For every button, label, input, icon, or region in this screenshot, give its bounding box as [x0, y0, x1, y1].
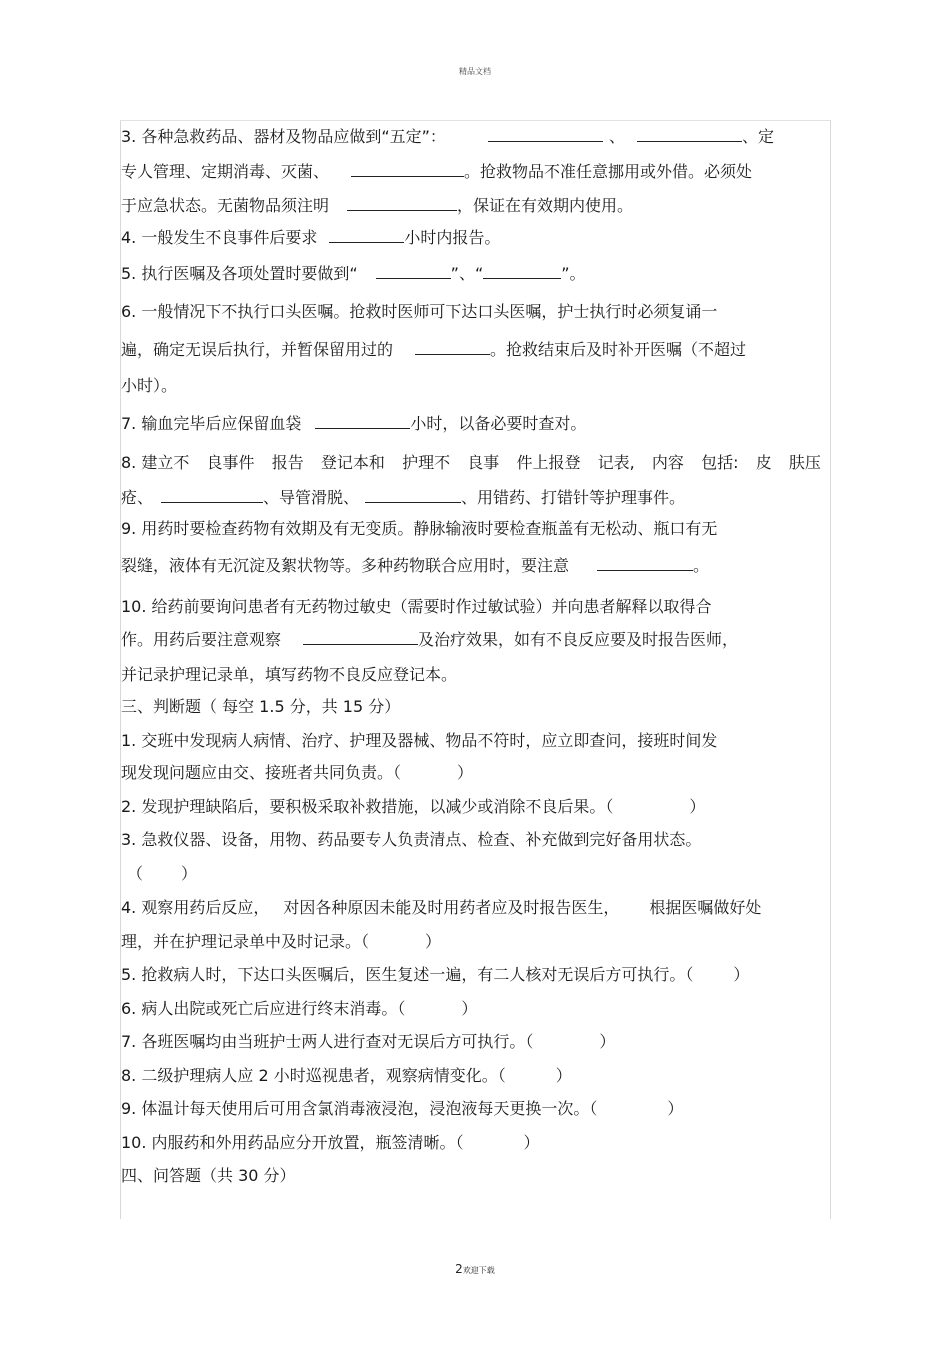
- q5-blank-1[interactable]: [376, 264, 451, 279]
- q4-blank[interactable]: [329, 228, 404, 243]
- q5-text: 5. 执行医嘱及各项处置时要做到“: [121, 264, 358, 283]
- q8-word: 良事件: [206, 453, 255, 472]
- paren-close: ）: [733, 965, 750, 984]
- q9-line2: [121, 556, 709, 576]
- tf-q9-text: 9. 体温计每天使用后可用含氯消毒液浸泡，浸泡液每天更换一次。（: [121, 1099, 598, 1118]
- q8-word: 登记本和: [320, 453, 385, 472]
- tf-q1-line2: [121, 763, 473, 783]
- q4-line: [121, 228, 500, 248]
- q8-blank-2[interactable]: [365, 488, 461, 503]
- tf-q3-line1: 3. 急救仪器、设备，用物、药品要专人负责清点、检查、补充做到完好备用状态。: [121, 830, 702, 849]
- q5-text: ”、“: [450, 264, 484, 283]
- q6-line3: 小时）。: [121, 376, 178, 395]
- q8-line2: [121, 488, 685, 508]
- q6-line1: 6. 一般情况下不执行口头医嘱。抢救时医师可下达口头医嘱，护士执行时必须复诵一: [121, 302, 718, 321]
- tf-q5-line: [121, 965, 749, 985]
- q4-text: 小时内报告。: [404, 228, 501, 247]
- q10-line1: 10. 给药前要询问患者有无药物过敏史（需要时作过敏试验）并向患者解释以取得合: [121, 597, 712, 616]
- paren-close: ）: [599, 1032, 616, 1051]
- tf-q6-text: 6. 病人出院或死亡后应进行终末消毒。（: [121, 999, 406, 1018]
- footer-text: 欢迎下载: [462, 1266, 495, 1275]
- q8-word: 记表,: [597, 453, 635, 472]
- q8-text: 、导管滑脱、: [263, 488, 360, 507]
- q9-text: 。: [693, 556, 710, 575]
- tf-q1-line1: 1. 交班中发现病人病情、治疗、护理及器械、物品不符时，应立即查问，接班时间发: [121, 731, 718, 750]
- q3-line1: [121, 127, 774, 147]
- q9-line1: 9. 用药时要检查药物有效期及有无变质。静脉输液时要检查瓶盖有无松动、瓶口有无: [121, 519, 718, 538]
- q10-blank[interactable]: [303, 630, 418, 645]
- paren-close: ）: [555, 1066, 572, 1085]
- q3-line2: [121, 162, 752, 182]
- q4-text: 4. 一般发生不良事件后要求: [121, 228, 318, 247]
- paren-close: ）: [425, 932, 442, 951]
- tf-q3-text: （: [127, 864, 144, 883]
- q8-word: 内容: [651, 453, 684, 472]
- q3-blank-4[interactable]: [347, 196, 457, 211]
- tf-q5-text: 5. 抢救病人时，下达口头医嘱后，医生复述一遍，有二人核对无误后方可执行。（: [121, 965, 694, 984]
- paren-close: ）: [457, 763, 474, 782]
- q3-sep: 、: [608, 127, 625, 146]
- q9-blank[interactable]: [597, 556, 693, 571]
- q3-blank-2[interactable]: [637, 127, 742, 142]
- q8-word: 皮: [755, 453, 772, 472]
- q7-text: 7. 输血完毕后应保留血袋: [121, 414, 302, 433]
- page-number: 2: [455, 1262, 463, 1276]
- q8-text: 疮、: [121, 488, 154, 507]
- paren-close: ）: [667, 1099, 684, 1118]
- q5-blank-2[interactable]: [483, 264, 561, 279]
- q3-text-end: 、定: [741, 127, 774, 146]
- q8-word: 良事: [467, 453, 500, 472]
- q8-blank-1[interactable]: [161, 488, 263, 503]
- tf-q4-line1: [121, 898, 761, 918]
- q6-text: 。抢救结束后及时补开医嘱（不超过: [490, 340, 747, 359]
- tf-q7-text: 7. 各班医嘱均由当班护士两人进行查对无误后方可执行。（: [121, 1032, 534, 1051]
- q8-word: 报告: [271, 453, 304, 472]
- section-4-title: 四、问答题（共 30 分）: [121, 1166, 296, 1185]
- q8-text: 、用错药、打错针等护理事件。: [461, 488, 686, 507]
- q8-word: 肤压: [788, 453, 821, 472]
- tf-q4-text: 根据医嘱做好处: [649, 898, 762, 917]
- q5-line: [121, 264, 586, 284]
- page-footer: [0, 1262, 950, 1276]
- q7-text: 小时，以备必要时查对。: [410, 414, 587, 433]
- q3-text: 专人管理、定期消毒、灭菌、: [121, 162, 330, 181]
- q9-text: 裂缝，液体有无沉淀及絮状物等。多种药物联合应用时，要注意: [121, 556, 570, 575]
- tf-q8-text: 8. 二级护理病人应 2 小时巡视患者，观察病情变化。（: [121, 1066, 506, 1085]
- tf-q4-line2: [121, 932, 441, 952]
- q7-blank[interactable]: [315, 414, 410, 429]
- q8-word: 件上报登: [516, 453, 581, 472]
- paren-close: ）: [689, 797, 706, 816]
- q7-line: [121, 414, 586, 434]
- page-header: 精品文档: [459, 67, 491, 76]
- q3-text: 于应急状态。无菌物品须注明: [121, 196, 330, 215]
- tf-q10-text: 10. 内服药和外用药品应分开放置，瓶签清晰。（: [121, 1133, 464, 1152]
- q3-blank-3[interactable]: [351, 162, 464, 177]
- tf-q2-line: [121, 797, 705, 817]
- tf-q4-text: 对因各种原因未能及时用药者应及时报告医生，: [283, 898, 620, 917]
- q3-text: 3. 各种急救药品、器材及物品应做到“五定”：: [121, 127, 446, 146]
- q8-word: 护理不: [402, 453, 451, 472]
- q3-line3: [121, 196, 633, 216]
- tf-q4-text: 理，并在护理记录单中及时记录。（: [121, 932, 370, 951]
- q10-line2: [121, 630, 738, 650]
- q10-line3: 并记录护理记录单，填写药物不良反应登记本。: [121, 665, 458, 684]
- tf-q7-line: [121, 1032, 615, 1052]
- q6-line2: [121, 340, 746, 360]
- q10-text: 及治疗效果，如有不良反应要及时报告医师，: [418, 630, 739, 649]
- q3-blank-1[interactable]: [488, 127, 603, 142]
- q3-text: ，保证在有效期内使用。: [457, 196, 634, 215]
- q6-text: 遍，确定无误后执行，并暂保留用过的: [121, 340, 394, 359]
- paren-close: ）: [461, 999, 478, 1018]
- q5-text: ”。: [561, 264, 586, 283]
- tf-q4-text: 4. 观察用药后反应，: [121, 898, 270, 917]
- tf-q3-line2: [121, 864, 197, 884]
- tf-q8-line: [121, 1066, 572, 1086]
- q8-word: 包括:: [701, 453, 739, 472]
- q8-word: 8. 建立不: [121, 453, 190, 472]
- tf-q6-line: [121, 999, 477, 1019]
- tf-q2-text: 2. 发现护理缺陷后，要积极采取补救措施，以减少或消除不良后果。（: [121, 797, 614, 816]
- paren-close: ）: [181, 864, 198, 883]
- section-3-title: 三、判断题（ 每空 1.5 分，共 15 分）: [121, 697, 401, 716]
- q8-line1: [121, 453, 821, 473]
- q10-text: 作。用药后要注意观察: [121, 630, 282, 649]
- tf-q9-line: [121, 1099, 683, 1119]
- tf-q10-line: [121, 1133, 540, 1153]
- q3-text: 。抢救物品不准任意挪用或外借。必须处: [464, 162, 753, 181]
- q6-blank[interactable]: [415, 340, 490, 355]
- tf-q1-text: 现发现问题应由交、接班者共同负责。（: [121, 763, 402, 782]
- paren-close: ）: [523, 1133, 540, 1152]
